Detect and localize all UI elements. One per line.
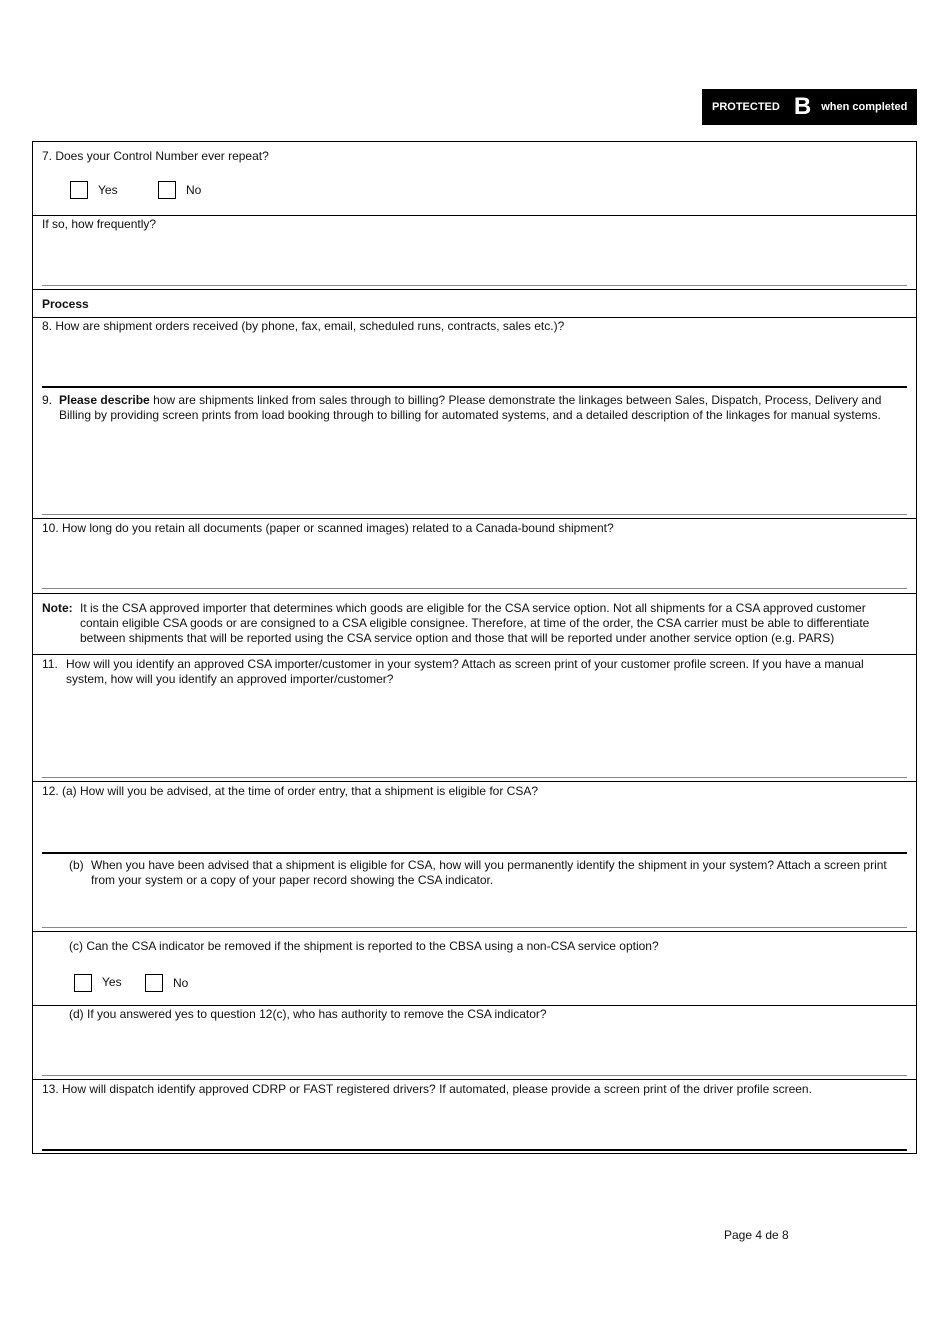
divider (33, 931, 916, 932)
note-label: Note: (42, 601, 73, 615)
protection-level: B (793, 93, 812, 120)
when-completed-label: when completed (821, 101, 908, 113)
q7-followup-label: If so, how frequently? (42, 217, 157, 231)
q9-number: 9. (42, 393, 53, 407)
q7-yes-label: Yes (98, 183, 118, 197)
q7-no-checkbox[interactable] (158, 181, 176, 199)
protected-b-banner (702, 89, 917, 125)
q9-text: how are shipments linked from sales through to billing? Please demonstrate the linkages between Sales, Dispatch, Process, Delivery and Billing by providing screen prints from load booking through to billing for automated systems, and a detailed description of the linkages for manual systems. (59, 393, 882, 422)
q12a-question: 12. (a) How will you be advised, at the time of order entry, that a shipment is eligible for CSA? (42, 784, 539, 798)
q13-answer-line[interactable] (42, 1149, 907, 1151)
protected-label: PROTECTED (712, 101, 780, 113)
q12c-question: (c) Can the CSA indicator be removed if the shipment is reported to the CBSA using a non-CSA service option? (69, 939, 659, 953)
q7-yes-checkbox[interactable] (70, 181, 88, 199)
q12c-yes-checkbox[interactable] (74, 974, 92, 992)
q12c-no-checkbox[interactable] (145, 974, 163, 992)
page-number: Page 4 de 8 (724, 1228, 789, 1242)
q12b-question: When you have been advised that a shipment is eligible for CSA, how will you permanently identify the shipment in your system? Attach a screen print from your system or a copy of your paper record showing the CSA indicator. (91, 858, 887, 887)
divider (33, 215, 916, 216)
q11-number: 11. (42, 657, 58, 671)
q10-answer-line[interactable] (42, 588, 907, 589)
q7-question: 7. Does your Control Number ever repeat? (42, 149, 269, 163)
q7-no-label: No (186, 183, 202, 197)
q8-question: 8. How are shipment orders received (by phone, fax, email, scheduled runs, contracts, sales etc.)? (42, 319, 565, 333)
form-section (32, 141, 917, 1154)
q10-question: 10. How long do you retain all documents (paper or scanned images) related to a Canada-bound shipment? (42, 521, 614, 535)
q12c-no-label: No (173, 976, 189, 990)
divider (33, 289, 916, 290)
q9-question (59, 393, 902, 423)
q12a-answer-line[interactable] (42, 852, 907, 854)
divider (33, 1005, 916, 1006)
q13-question: 13. How will dispatch identify approved CDRP or FAST registered drivers? If automated, please provide a screen print of the driver profile screen. (42, 1082, 812, 1096)
divider (33, 593, 916, 594)
divider (33, 518, 916, 519)
q12b-answer-line[interactable] (42, 927, 907, 928)
q9-bold-lead: Please describe (59, 393, 150, 407)
q7-followup-answer-line[interactable] (42, 285, 907, 286)
divider (33, 654, 916, 655)
q12d-question: (d) If you answered yes to question 12(c), who has authority to remove the CSA indicator? (69, 1007, 547, 1021)
q9-answer-line[interactable] (42, 514, 907, 515)
q11-answer-line[interactable] (42, 777, 907, 778)
divider (33, 317, 916, 318)
q12b-label: (b) (69, 858, 84, 872)
q12c-yes-label: Yes (102, 975, 122, 989)
q8-answer-line[interactable] (42, 386, 907, 388)
q11-question: How will you identify an approved CSA importer/customer in your system? Attach as screen print of your customer profile screen. If you have a manual system, how will you identify an approved importer/customer? (66, 657, 864, 686)
divider (33, 781, 916, 782)
note-text: It is the CSA approved importer that determines which goods are eligible for the CSA service option. Not all shipments for a CSA approved customer contain eligible CSA goods or are consigned to a CSA eligible consignee. Therefore, at time of the order, the CSA carrier must be able to differentiate between shipments that will be reported using the CSA service option and those that will be reported under another service option (e.g. PARS) (80, 601, 870, 645)
q12d-answer-line[interactable] (42, 1075, 907, 1076)
divider (33, 1079, 916, 1080)
process-heading: Process (42, 297, 89, 311)
